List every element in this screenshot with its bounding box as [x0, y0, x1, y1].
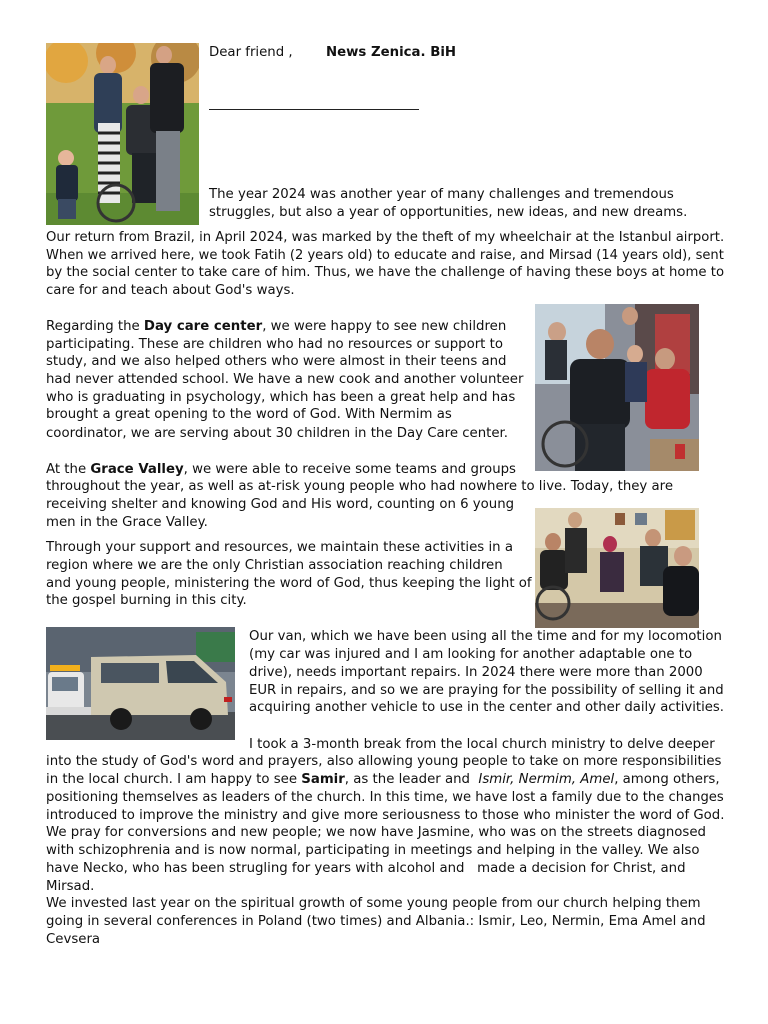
signature-line	[209, 109, 419, 110]
paragraph-line: participating. These are children who had no resources or support to	[46, 337, 503, 352]
paragraph-line: positioning themselves as leaders of the church. In this time, we have lost a family due to the changes	[46, 790, 724, 805]
paragraph-line: (my car was injured and I am looking for another adaptable one to	[249, 647, 693, 662]
paragraph-line: acquiring another vehicle to use in the center and other daily activities.	[249, 700, 724, 715]
paragraph-line: who is graduating in psychology, which has been a great help and has	[46, 390, 516, 405]
paragraph-line: Our return from Brazil, in April 2024, was marked by the theft of my wheelchair at the Istanbul airport.	[46, 230, 725, 245]
paragraph-line: brought a great opening to the word of God. With Nermim as	[46, 407, 452, 422]
van-photo	[46, 627, 235, 740]
paragraph-line: going in several conferences in Poland (two times) and Albania.: Ismir, Leo, Nermin, Ema Amel and	[46, 914, 706, 929]
paragraph-line: the gospel burning in this city.	[46, 593, 247, 608]
paragraph-line: I took a 3-month break from the local church ministry to delve deeper	[249, 737, 715, 752]
family-photo	[46, 43, 199, 225]
paragraph-line: introduced to improve the ministry and give more seriousness to those who minister the word of God.	[46, 808, 725, 823]
samir-highlight: Samir	[301, 772, 345, 787]
paragraph-line: coordinator, we are serving about 30 children in the Day Care center.	[46, 426, 509, 441]
paragraph-line: Our van, which we have been using all the time and for my locomotion	[249, 629, 722, 644]
paragraph-line: had never attended school. We have a new cook and another volunteer	[46, 372, 524, 387]
grace-valley-highlight: Grace Valley	[90, 462, 184, 477]
paragraph-line: region where we are the only Christian association reaching children	[46, 558, 503, 573]
paragraph-line: care for and teach about God's ways.	[46, 283, 295, 298]
paragraph-line: by the social center to take care of him. Thus, we have the challenge of having these boys at home to	[46, 265, 725, 280]
paragraph-line: men in the Grace Valley.	[46, 515, 208, 530]
paragraph-line: Cevsera	[46, 932, 101, 947]
leaders-names: Ismir, Nermim, Amel	[478, 772, 615, 787]
paragraph-line: We pray for conversions and new people; we now have Jasmine, who was on the streets diagnosed	[46, 825, 706, 840]
intro-line: The year 2024 was another year of many challenges and tremendous	[209, 187, 674, 202]
paragraph-line: throughout the year, as well as at-risk young people who had nowhere to live. Today, they are	[46, 479, 674, 494]
paragraph-line: have Necko, who has been strugling for years with alcohol and made a decision for Christ, and	[46, 861, 686, 876]
paragraph-line: receiving shelter and knowing God and His word, counting on 6 young	[46, 497, 515, 512]
paragraph-line: study, and we also helped others who were almost in their teens and	[46, 354, 507, 369]
paragraph-line: into the study of God's word and prayers, also allowing young people to take on more responsibilities	[46, 754, 722, 769]
intro-line: struggles, but also a year of opportunities, new ideas, and new dreams.	[209, 205, 688, 220]
paragraph-line: When we arrived here, we took Fatih (2 years old) to educate and raise, and Mirsad (14 years old), sent	[46, 248, 724, 263]
paragraph-line: Regarding the Day care center, we were happy to see new children	[46, 319, 507, 334]
paragraph-line: in the local church. I am happy to see Samir, as the leader and Ismir, Nermim, Amel, among others,	[46, 772, 720, 787]
greeting: Dear friend ,	[209, 45, 293, 60]
paragraph-line: and young people, ministering the word of God, thus keeping the light of	[46, 576, 532, 591]
paragraph-line: EUR in repairs, and so we are praying for the possibility of selling it and	[249, 683, 724, 698]
paragraph-line: drive), needs important repairs. In 2024 there were more than 2000	[249, 665, 703, 680]
paragraph-line: Through your support and resources, we maintain these activities in a	[46, 540, 513, 555]
paragraph-line: We invested last year on the spiritual growth of some young people from our church helping them	[46, 896, 701, 911]
day-care-center-highlight: Day care center	[143, 319, 263, 334]
meeting-photo	[535, 508, 699, 628]
paragraph-line: At the Grace Valley, we were able to receive some teams and groups	[46, 462, 516, 477]
paragraph-line: with schizophrenia and is now normal, participating in meetings and helping in the valley. We also	[46, 843, 700, 858]
paragraph-line: Mirsad.	[46, 879, 95, 894]
daycare-photo	[535, 304, 699, 471]
newsletter-title: News Zenica. BiH	[326, 45, 457, 60]
